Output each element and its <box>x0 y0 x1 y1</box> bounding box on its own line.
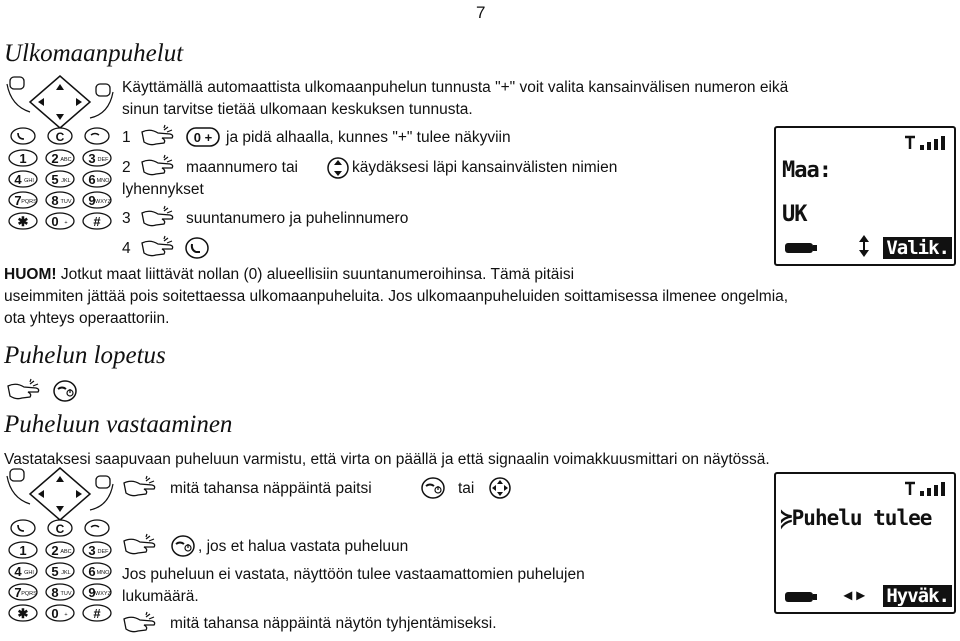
svg-text:PQRS: PQRS <box>21 199 37 205</box>
svg-text:ABC: ABC <box>60 549 72 555</box>
keypad-key-0 <box>46 213 74 229</box>
end-call-key-icon <box>170 534 196 563</box>
svg-text:0 +: 0 + <box>193 130 213 145</box>
answer-line-1b: tai <box>458 480 475 497</box>
keypad-key-1 <box>9 542 37 558</box>
phone-display-country <box>774 126 956 266</box>
note-line-2: useimmiten jättää pois soitettaessa ulkomaanpuheluita. Jos ulkomaanpuheluiden soittamisessa ilmenee ongelmia, <box>4 288 789 305</box>
svg-text:ABC: ABC <box>60 157 72 163</box>
svg-text:3: 3 <box>88 151 96 166</box>
svg-text:GHI: GHI <box>24 570 34 576</box>
section-heading-ulkomaanpuhelut: Ulkomaanpuhelut <box>4 40 184 67</box>
answer-line-3b: lukumäärä. <box>122 588 199 605</box>
finger-press-icon <box>140 124 178 155</box>
svg-text:+: + <box>64 220 68 226</box>
keypad-key-9 <box>83 584 112 600</box>
svg-text:3: 3 <box>88 543 96 558</box>
svg-text:8: 8 <box>51 193 59 208</box>
keypad-key-✱ <box>9 213 37 229</box>
step-3-text: suuntanumero ja puhelinnumero <box>186 210 409 227</box>
scroll-updown-icon <box>326 156 350 185</box>
step-2-text-a: maannumero tai <box>186 159 299 176</box>
svg-text:5: 5 <box>51 172 59 187</box>
step-2-number: 2 <box>122 159 131 176</box>
answer-line-4: mitä tahansa näppäintä näytön tyhjentämiseksi. <box>170 615 497 632</box>
step-1-text: ja pidä alhaalla, kunnes "+" tulee näkyviin <box>226 129 511 146</box>
display-line-1: Puhelu tulee <box>791 506 932 530</box>
svg-text:GHI: GHI <box>24 178 34 184</box>
keypad-key-4 <box>9 563 37 579</box>
svg-text:DEF: DEF <box>97 157 109 163</box>
keypad-key-7 <box>9 584 37 600</box>
updown-arrows-icon <box>858 234 870 263</box>
svg-text:4: 4 <box>14 172 22 187</box>
keypad-key-8 <box>46 584 74 600</box>
end-call-key-icon <box>420 476 446 505</box>
svg-text:0: 0 <box>51 214 59 229</box>
svg-text:6: 6 <box>88 564 96 579</box>
phone-keypad-illustration <box>6 74 114 244</box>
keypad-key-7 <box>9 192 37 208</box>
display-incoming-text <box>780 506 931 530</box>
note-text-1: Jotkut maat liittävät nollan (0) alueellisiin suuntanumeroihinsa. Tämä pitäisi <box>56 266 575 283</box>
step-2-text-c: lyhennykset <box>122 181 204 198</box>
svg-text:JKL: JKL <box>61 570 71 576</box>
keypad-key-8 <box>46 192 74 208</box>
svg-text:7: 7 <box>14 193 22 208</box>
display-line-2: UK <box>782 202 807 227</box>
svg-text:TUV: TUV <box>60 591 72 597</box>
svg-text:+: + <box>64 612 68 618</box>
step-1-number: 1 <box>122 129 131 146</box>
svg-text:7: 7 <box>14 585 22 600</box>
section-heading-puhelun-lopetus: Puhelun lopetus <box>4 342 166 369</box>
finger-press-icon <box>6 378 44 409</box>
answer-intro: Vastataksesi saapuvaan puheluun varmistu, että virta on päällä ja että signaalin voimakkuusmittari on näytössä. <box>4 451 770 468</box>
intro-line-1: Käyttämällä automaattista ulkomaanpuhelun tunnusta "+" voit valita kansainvälisen numeron eikä <box>122 79 789 96</box>
keypad-key-# <box>83 213 111 229</box>
svg-text:#: # <box>93 214 101 229</box>
svg-text:2: 2 <box>51 543 59 558</box>
svg-text:✱: ✱ <box>17 606 29 621</box>
keypad-key-5 <box>46 171 74 187</box>
keypad-key-1 <box>9 150 37 166</box>
keypad-key-6 <box>83 171 111 187</box>
finger-press-icon <box>122 611 160 640</box>
svg-text:4: 4 <box>14 564 22 579</box>
svg-text:9: 9 <box>88 585 96 600</box>
answer-line-3a: Jos puheluun ei vastata, näyttöön tulee vastaamattomien puhelujen <box>122 566 585 583</box>
svg-text:6: 6 <box>88 172 96 187</box>
svg-text:MNO: MNO <box>96 178 110 184</box>
finger-press-icon <box>140 235 178 266</box>
phone-display-incoming-call <box>774 472 956 614</box>
keypad-key-6 <box>83 563 111 579</box>
keypad-key-2 <box>46 150 74 166</box>
svg-text:PQRS: PQRS <box>21 591 37 597</box>
svg-text:1: 1 <box>19 151 27 166</box>
navigation-key-icon <box>488 476 512 505</box>
note-line-1 <box>4 264 574 286</box>
keypad-key-# <box>83 605 111 621</box>
svg-text:MNO: MNO <box>96 570 110 576</box>
intro-line-2: sinun tarvitse tietää ulkomaan keskuksen tunnusta. <box>122 101 473 118</box>
svg-text:TUV: TUV <box>60 199 72 205</box>
keypad-key-2 <box>46 542 74 558</box>
svg-text:WXYZ: WXYZ <box>95 591 111 597</box>
svg-text:1: 1 <box>19 543 27 558</box>
note-bold: HUOM! <box>4 266 57 283</box>
step-4-number: 4 <box>122 240 131 257</box>
finger-press-icon <box>122 475 160 506</box>
left-right-arrows-icon: ◂ ▸ <box>844 587 865 604</box>
battery-icon <box>784 241 818 259</box>
phone-keypad-illustration <box>6 466 114 636</box>
signal-strength-icon <box>904 134 948 157</box>
ringing-left-icon: ≽ <box>780 506 792 530</box>
section-heading-puheluun-vastaaminen: Puheluun vastaaminen <box>4 411 233 438</box>
svg-text:✱: ✱ <box>17 214 29 229</box>
keypad-key-9 <box>83 192 112 208</box>
svg-text:WXYZ: WXYZ <box>95 199 111 205</box>
keypad-key-0 <box>46 605 74 621</box>
softkey-valik[interactable]: Valik. <box>883 237 952 259</box>
zero-plus-key-icon <box>186 126 220 148</box>
svg-text:#: # <box>93 606 101 621</box>
finger-press-icon <box>140 205 178 236</box>
keypad-key-✱ <box>9 605 37 621</box>
softkey-hyvak[interactable]: Hyväk. <box>883 585 952 607</box>
svg-text:DEF: DEF <box>97 549 109 555</box>
answer-line-2: , jos et halua vastata puheluun <box>198 538 409 555</box>
signal-strength-icon <box>904 480 948 503</box>
keypad-key-4 <box>9 171 37 187</box>
svg-text:C: C <box>55 130 65 144</box>
svg-text:8: 8 <box>51 585 59 600</box>
keypad-key-5 <box>46 563 74 579</box>
call-key-icon <box>184 236 210 265</box>
answer-line-1a: mitä tahansa näppäintä paitsi <box>170 480 372 497</box>
svg-text:JKL: JKL <box>61 178 71 184</box>
svg-text:2: 2 <box>51 151 59 166</box>
end-call-key-icon <box>52 379 78 408</box>
svg-text:0: 0 <box>51 606 59 621</box>
battery-icon <box>784 590 818 608</box>
note-line-3: ota yhteys operaattoriin. <box>4 310 170 327</box>
finger-press-icon <box>122 533 160 564</box>
page-number: 7 <box>476 3 486 22</box>
step-3-number: 3 <box>122 210 131 227</box>
svg-text:9: 9 <box>88 193 96 208</box>
keypad-key-3 <box>83 150 111 166</box>
svg-text:5: 5 <box>51 564 59 579</box>
step-2-text-b: käydäksesi läpi kansainvälisten nimien <box>352 159 618 176</box>
keypad-key-3 <box>83 542 111 558</box>
svg-text:C: C <box>55 522 65 536</box>
display-line-1: Maa: <box>782 158 831 183</box>
